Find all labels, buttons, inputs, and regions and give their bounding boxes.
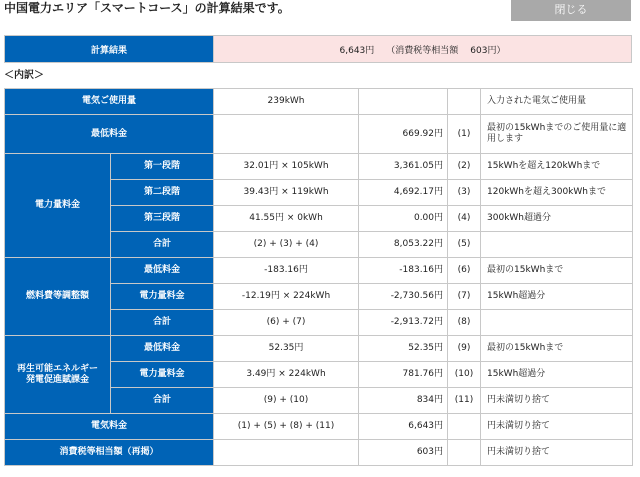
table-row — [5, 440, 633, 466]
renewable-row-ref: (9) — [448, 336, 481, 362]
usage-value: 239kWh — [214, 89, 359, 115]
energy-row-amount: 0.00円 — [359, 206, 448, 232]
result-label: 計算結果 — [5, 36, 214, 63]
tax-calc — [214, 440, 359, 466]
fuel-row-ref: (8) — [448, 310, 481, 336]
usage-amount — [359, 89, 448, 115]
result-tax-amount: 603円） — [470, 45, 506, 56]
renewable-label-line2: 発電促進賦課金 — [25, 374, 89, 385]
fuel-row-amount: -2,913.72円 — [359, 310, 448, 336]
result-tax-note: （消費税等相当額 — [386, 45, 459, 56]
energy-row-ref: (3) — [448, 180, 481, 206]
page-title: 中国電力エリア「スマートコース」の計算結果です。 — [4, 1, 290, 15]
result-row — [5, 36, 632, 63]
result-value — [214, 36, 632, 63]
total-label: 電気料金 — [5, 414, 214, 440]
tax-ref — [448, 440, 481, 466]
renewable-row-calc: 3.49円 × 224kWh — [214, 362, 359, 388]
table-row — [5, 154, 633, 180]
energy-row-ref: (5) — [448, 232, 481, 258]
energy-group-label: 電力量料金 — [5, 154, 111, 258]
renewable-row-note: 最初の15kWhまで — [481, 336, 633, 362]
fuel-row-note — [481, 310, 633, 336]
fuel-row-label: 最低料金 — [111, 258, 214, 284]
renewable-row-label: 電力量料金 — [111, 362, 214, 388]
table-row — [5, 115, 633, 154]
usage-label: 電気ご使用量 — [5, 89, 214, 115]
energy-row-ref: (4) — [448, 206, 481, 232]
renewable-row-ref: (11) — [448, 388, 481, 414]
renewable-group-label — [5, 336, 111, 414]
energy-row-label: 第二段階 — [111, 180, 214, 206]
result-amount: 6,643円 — [339, 45, 375, 56]
minimum-amount: 669.92円 — [359, 115, 448, 154]
energy-row-amount: 8,053.22円 — [359, 232, 448, 258]
fuel-row-amount: -2,730.56円 — [359, 284, 448, 310]
minimum-ref: (1) — [448, 115, 481, 154]
tax-amount: 603円 — [359, 440, 448, 466]
fuel-group-label: 燃料費等調整額 — [5, 258, 111, 336]
energy-row-note — [481, 232, 633, 258]
minimum-note: 最初の15kWhまでのご使用量に適用します — [481, 115, 633, 154]
energy-row-amount: 3,361.05円 — [359, 154, 448, 180]
result-table — [4, 35, 632, 63]
renewable-row-amount: 52.35円 — [359, 336, 448, 362]
energy-row-label: 第一段階 — [111, 154, 214, 180]
fuel-row-note: 最初の15kWhまで — [481, 258, 633, 284]
minimum-calc — [214, 115, 359, 154]
fuel-row-ref: (6) — [448, 258, 481, 284]
energy-row-label: 合計 — [111, 232, 214, 258]
energy-row-note: 300kWh超過分 — [481, 206, 633, 232]
renewable-row-amount: 834円 — [359, 388, 448, 414]
renewable-row-label: 合計 — [111, 388, 214, 414]
total-amount: 6,643円 — [359, 414, 448, 440]
renewable-row-calc: 52.35円 — [214, 336, 359, 362]
energy-row-note: 120kWhを超え300kWhまで — [481, 180, 633, 206]
energy-row-calc: (2) + (3) + (4) — [214, 232, 359, 258]
energy-row-calc: 39.43円 × 119kWh — [214, 180, 359, 206]
energy-row-calc: 32.01円 × 105kWh — [214, 154, 359, 180]
minimum-label: 最低料金 — [5, 115, 214, 154]
renewable-row-ref: (10) — [448, 362, 481, 388]
renewable-row-calc: (9) + (10) — [214, 388, 359, 414]
fuel-row-calc: (6) + (7) — [214, 310, 359, 336]
total-calc: (1) + (5) + (8) + (11) — [214, 414, 359, 440]
fuel-row-ref: (7) — [448, 284, 481, 310]
renewable-row-label: 最低料金 — [111, 336, 214, 362]
energy-row-amount: 4,692.17円 — [359, 180, 448, 206]
energy-row-label: 第三段階 — [111, 206, 214, 232]
usage-note: 入力された電気ご使用量 — [481, 89, 633, 115]
fuel-row-calc: -183.16円 — [214, 258, 359, 284]
energy-row-calc: 41.55円 × 0kWh — [214, 206, 359, 232]
table-row — [5, 336, 633, 362]
energy-row-ref: (2) — [448, 154, 481, 180]
total-note: 円未満切り捨て — [481, 414, 633, 440]
fuel-row-label: 合計 — [111, 310, 214, 336]
renewable-row-amount: 781.76円 — [359, 362, 448, 388]
usage-ref — [448, 89, 481, 115]
table-row — [5, 414, 633, 440]
total-ref — [448, 414, 481, 440]
renewable-row-note: 円未満切り捨て — [481, 388, 633, 414]
breakdown-section-title: ＜内訳＞ — [4, 70, 44, 81]
fuel-row-note: 15kWh超過分 — [481, 284, 633, 310]
fuel-row-calc: -12.19円 × 224kWh — [214, 284, 359, 310]
tax-label: 消費税等相当額（再掲） — [5, 440, 214, 466]
renewable-label-line1: 再生可能エネルギー — [16, 363, 98, 374]
breakdown-table — [4, 88, 633, 466]
energy-row-note: 15kWhを超え120kWhまで — [481, 154, 633, 180]
fuel-row-label: 電力量料金 — [111, 284, 214, 310]
table-row — [5, 89, 633, 115]
table-row — [5, 258, 633, 284]
tax-note: 円未満切り捨て — [481, 440, 633, 466]
renewable-row-note: 15kWh超過分 — [481, 362, 633, 388]
close-button[interactable]: 閉じる — [511, 0, 631, 21]
fuel-row-amount: -183.16円 — [359, 258, 448, 284]
